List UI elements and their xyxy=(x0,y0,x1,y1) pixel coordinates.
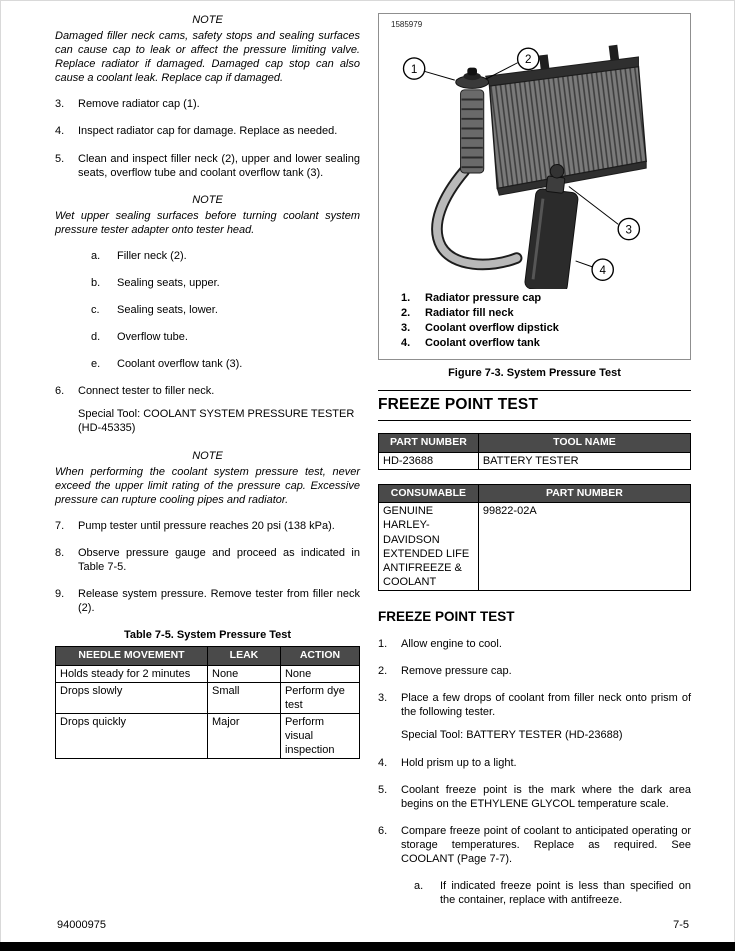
step-text: Allow engine to cool. xyxy=(401,638,502,651)
note-block xyxy=(55,193,360,237)
table-cell: Small xyxy=(208,682,281,713)
table-row xyxy=(56,665,360,682)
step-number: 5. xyxy=(378,783,388,796)
procedure-step xyxy=(378,691,691,742)
procedure-step xyxy=(55,97,360,111)
legend-label: Radiator fill neck xyxy=(425,307,514,320)
substep-text: If indicated freeze point is less than specified on the container, replace with antifreeze. xyxy=(440,880,691,907)
table-header-row xyxy=(56,647,360,665)
step-number: 9. xyxy=(55,588,65,601)
consumable-table xyxy=(378,484,691,591)
substep-letter: a. xyxy=(91,249,101,262)
procedure-step xyxy=(378,824,691,866)
table-header-row xyxy=(379,484,691,502)
step-text: Clean and inspect filler neck (2), upper and lower sealing seats, overflow tube and coolant overflow tank (3). xyxy=(78,152,360,179)
subsection-heading: FREEZE POINT TEST xyxy=(378,608,515,624)
substep-text: Sealing seats, lower. xyxy=(117,304,218,317)
column-header: ACTION xyxy=(280,647,359,665)
table-cell: None xyxy=(208,665,281,682)
substep-letter: d. xyxy=(91,331,101,344)
step-number: 4. xyxy=(378,756,388,769)
section-heading: FREEZE POINT TEST xyxy=(378,390,691,422)
procedure-substep xyxy=(91,303,360,317)
table-cell: HD-23688 xyxy=(379,452,479,469)
radiator-pressure-cap xyxy=(455,68,488,89)
procedure-substep xyxy=(91,276,360,290)
footer-bar xyxy=(0,942,735,951)
procedure-step xyxy=(55,546,360,574)
procedure-step xyxy=(55,384,360,435)
callout-1-label: 1 xyxy=(410,63,417,77)
step-text-body: Connect tester to filler neck. xyxy=(78,385,215,398)
procedure-step xyxy=(378,783,691,811)
right-column xyxy=(378,13,691,920)
note-block xyxy=(55,13,360,85)
figure-part-number: 1585979 xyxy=(391,20,423,29)
step-text: Observe pressure gauge and proceed as indicated in Table 7-5. xyxy=(78,546,360,574)
substep-letter: c. xyxy=(91,304,100,317)
step-text: Remove pressure cap. xyxy=(401,665,512,678)
table-cell: 99822-02A xyxy=(478,503,690,590)
pressure-test-table xyxy=(55,646,360,759)
procedure-step xyxy=(378,637,691,651)
table-row xyxy=(379,503,691,590)
legend-label: Coolant overflow tank xyxy=(425,337,540,350)
legend-number: 3. xyxy=(401,322,411,335)
callout-2-label: 2 xyxy=(524,53,531,67)
substep-text: Filler neck (2). xyxy=(117,249,187,262)
note-body: When performing the coolant system pressure test, never exceed the upper limit rating of the pressure cap. Excessive pressure can rupture cooling pipes and radiator. xyxy=(55,465,360,506)
table-cell: Major xyxy=(208,714,281,759)
step-text: Compare freeze point of coolant to anticipated operating or storage temperatures. Replace as required. See COOLANT (Page 7-7). xyxy=(401,824,691,865)
note-title: NOTE xyxy=(192,449,223,462)
legend-number: 1. xyxy=(401,292,411,305)
step-number: 1. xyxy=(378,638,388,651)
procedure-substep xyxy=(414,879,691,907)
column-header: PART NUMBER xyxy=(379,434,479,452)
legend-item xyxy=(401,336,686,350)
procedure-step xyxy=(378,664,691,678)
table-cell: Drops slowly xyxy=(56,682,208,713)
step-number: 2. xyxy=(378,665,388,678)
step-text: Inspect radiator cap for damage. Replace as needed. xyxy=(78,125,338,138)
procedure-step xyxy=(55,124,360,138)
procedure-step xyxy=(55,519,360,533)
procedure-step xyxy=(378,756,691,770)
step-number: 5. xyxy=(55,152,65,165)
step-number: 6. xyxy=(378,824,388,837)
substep-text: Coolant overflow tank (3). xyxy=(117,358,243,371)
table-caption: Table 7-5. System Pressure Test xyxy=(123,629,292,642)
substep-text: Overflow tube. xyxy=(117,331,188,344)
substep-letter: a. xyxy=(414,880,424,892)
special-tool-note: Special Tool: BATTERY TESTER (HD-23688) xyxy=(401,729,623,742)
note-body: Wet upper sealing surfaces before turning coolant system pressure tester adapter onto tester head. xyxy=(55,209,360,236)
tool-table xyxy=(378,433,691,470)
radiator-core xyxy=(485,45,646,195)
step-number: 4. xyxy=(55,125,65,138)
radiator-illustration xyxy=(385,26,685,289)
figure-legend xyxy=(401,291,686,350)
note-block xyxy=(55,449,360,507)
legend-number: 2. xyxy=(401,307,411,320)
column-header: CONSUMABLE xyxy=(379,484,479,502)
table-cell: BATTERY TESTER xyxy=(478,452,690,469)
figure-frame xyxy=(378,13,691,360)
column-header: NEEDLE MOVEMENT xyxy=(56,647,208,665)
substep-letter: e. xyxy=(91,358,101,371)
left-column xyxy=(55,13,360,920)
table-cell: Holds steady for 2 minutes xyxy=(56,665,208,682)
step-number: 3. xyxy=(378,692,388,705)
table-row xyxy=(56,714,360,759)
step-text: Release system pressure. Remove tester from filler neck (2). xyxy=(78,588,360,615)
table-row xyxy=(56,682,360,713)
note-title: NOTE xyxy=(192,193,223,206)
procedure-step xyxy=(55,587,360,615)
legend-label: Coolant overflow dipstick xyxy=(425,322,559,335)
table-header-row xyxy=(379,434,691,452)
radiator-fill-neck xyxy=(460,90,483,173)
procedure-substep xyxy=(91,249,360,263)
step-text: Coolant freeze point is the mark where the dark area begins on the ETHYLENE GLYCOL temperature scale. xyxy=(401,783,691,810)
step-number: 3. xyxy=(55,98,65,111)
procedure-step xyxy=(55,152,360,180)
callout-4-label: 4 xyxy=(598,264,606,278)
column-header: PART NUMBER xyxy=(478,484,690,502)
step-text: Hold prism up to a light. xyxy=(401,756,517,769)
manual-page xyxy=(55,13,691,920)
table-cell: Drops quickly xyxy=(56,714,208,759)
column-header: LEAK xyxy=(208,647,281,665)
procedure-substep xyxy=(91,357,360,371)
legend-label: Radiator pressure cap xyxy=(425,292,542,305)
step-text xyxy=(401,691,691,742)
table-cell: Perform dye test xyxy=(280,682,359,713)
footer-doc-number: 94000975 xyxy=(57,918,106,931)
substep-letter: b. xyxy=(91,277,101,290)
table-cell: GENUINE HARLEY-DAVIDSON EXTENDED LIFE ANTIFREEZE & COOLANT xyxy=(379,503,479,590)
legend-item xyxy=(401,306,686,320)
column-header: TOOL NAME xyxy=(478,434,690,452)
footer-page-number: 7-5 xyxy=(673,918,689,931)
step-text: Remove radiator cap (1). xyxy=(78,98,200,111)
step-number: 7. xyxy=(55,519,65,532)
note-title: NOTE xyxy=(192,14,223,26)
step-text-body: Place a few drops of coolant from filler neck onto prism of the following tester. xyxy=(401,692,691,719)
legend-item xyxy=(401,291,686,305)
step-number: 6. xyxy=(55,385,65,398)
special-tool-note: Special Tool: COOLANT SYSTEM PRESSURE TESTER (HD-45335) xyxy=(78,408,355,435)
figure-caption: Figure 7-3. System Pressure Test xyxy=(448,366,621,379)
procedure-substep xyxy=(91,330,360,344)
note-body: Damaged filler neck cams, safety stops and sealing surfaces can cause cap to leak or affect the pressure limiting valve. Replace radiator if damaged. Damaged cap stop can also cause a coolant leak. Replace cap if damaged. xyxy=(55,30,360,85)
step-text: Pump tester until pressure reaches 20 psi (138 kPa). xyxy=(78,519,335,532)
table-row xyxy=(379,452,691,469)
substep-text: Sealing seats, upper. xyxy=(117,277,220,290)
table-cell: None xyxy=(280,665,359,682)
step-number: 8. xyxy=(55,546,65,559)
table-cell: Perform visual inspection xyxy=(280,714,359,759)
callout-3-label: 3 xyxy=(625,223,632,237)
legend-item xyxy=(401,321,686,335)
legend-number: 4. xyxy=(401,337,411,350)
step-text xyxy=(78,384,360,435)
